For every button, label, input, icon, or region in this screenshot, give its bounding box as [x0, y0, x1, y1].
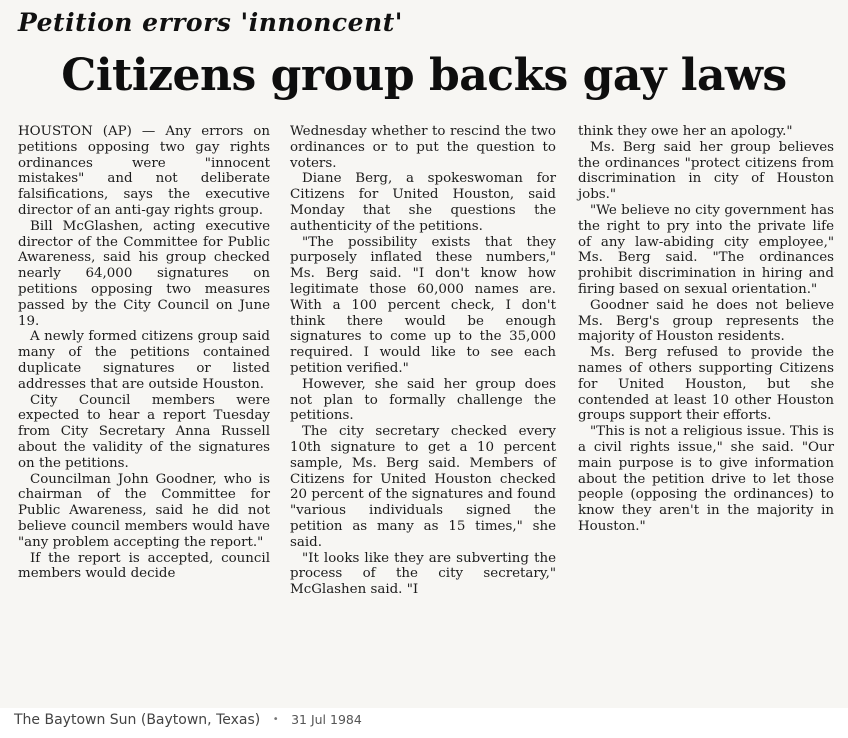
paragraph: If the report is accepted, council members would decide: [18, 550, 270, 582]
paragraph: "The possibility exists that they purposely inflated these numbers," Ms. Berg said. "I don't know how legitimate those 60,000 names are. With a 100 percent check, I don't think there would be enough signatures to come up to the 35,000 required. I would like to see each petition verified.": [290, 234, 556, 376]
paragraph: However, she said her group does not plan to formally challenge the petitions.: [290, 376, 556, 424]
main-headline: Citizens group backs gay laws: [61, 50, 787, 101]
article-column-1: [18, 124, 270, 582]
paragraph: Wednesday whether to rescind the two ordinances or to put the question to voters.: [290, 124, 556, 171]
paragraph: City Council members were expected to hear a report Tuesday from City Secretary Anna Russell about the validity of the signatures on the petitions.: [18, 392, 270, 471]
paragraph: think they owe her an apology.": [578, 124, 793, 139]
paragraph: Goodner said he does not believe Ms. Berg's group represents the majority of Houston residents.: [578, 297, 834, 345]
publication-date: 31 Jul 1984: [291, 712, 362, 727]
bullet-separator: •: [272, 714, 279, 725]
article-column-2: [290, 124, 556, 598]
kicker-headline: Petition errors 'innoncent': [18, 8, 403, 37]
paragraph: The city secretary checked every 10th signature to get a 10 percent sample, Ms. Berg said. Members of Citizens for United Houston checked 20 percent of the signatures and found "various individuals signed the petition as many as 15 times," she said.: [290, 424, 556, 550]
paragraph: HOUSTON (AP) — Any errors on petitions opposing two gay rights ordinances were "innocent mistakes" and not deliberate falsifications, says the executive director of an anti-gay rights group.: [18, 124, 270, 218]
source-caption: [14, 712, 362, 728]
paragraph: Councilman John Goodner, who is chairman of the Committee for Public Awareness, said he did not believe council members would have "any problem accepting the report.": [18, 471, 270, 550]
paragraph: Diane Berg, a spokeswoman for Citizens for United Houston, said Monday that she questions the authenticity of the petitions.: [290, 171, 556, 234]
article-column-3: [578, 124, 834, 535]
paragraph: "This is not a religious issue. This is a civil rights issue," she said. "Our main purpose is to give information about the petition drive to let those people (opposing the ordinances) to know they aren't in the majority in Houston.": [578, 424, 834, 534]
paragraph: Bill McGlashen, acting executive director of the Committee for Public Awareness, said his group checked nearly 64,000 signatures on petitions opposing two measures passed by the City Council on June 19.: [18, 218, 270, 329]
paragraph: Ms. Berg said her group believes the ordinances "protect citizens from discrimination in city of Houston jobs.": [578, 139, 834, 203]
paragraph: "It looks like they are subverting the process of the city secretary," McGlashen said. "I: [290, 550, 556, 598]
paragraph: Ms. Berg refused to provide the names of others supporting Citizens for United Houston, but she contended at least 10 other Houston groups support their efforts.: [578, 345, 834, 424]
paragraph: A newly formed citizens group said many of the petitions contained duplicate signatures or listed addresses that are outside Houston.: [18, 329, 270, 392]
paragraph: "We believe no city government has the right to pry into the private life of any law-abiding city employee," Ms. Berg said. "The ordinances prohibit discrimination in hiring and firing based on sexual orientation.": [578, 202, 834, 297]
source-name[interactable]: The Baytown Sun (Baytown, Texas): [14, 712, 261, 728]
